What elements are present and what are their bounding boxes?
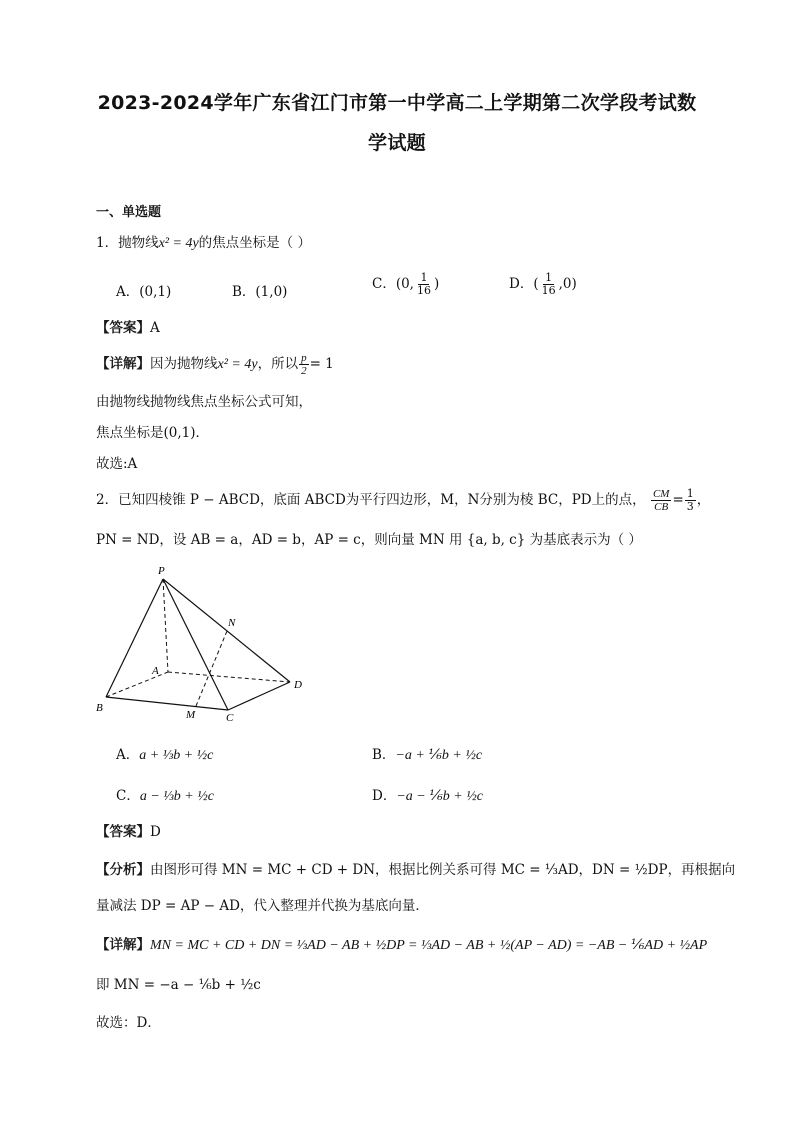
q2-ratio-value: $\frac{1}{3}$	[686, 487, 694, 513]
q2-stem-line2: PN = ND，设 AB = a，AD = b，AP = c，则向量 MN 用 {a, b, c} 为基底表示为（ ）	[96, 532, 642, 548]
q1-answer	[96, 318, 160, 338]
q1-answer-tag: 【答案】	[96, 320, 150, 336]
q2-stem-text1: 2．已知四棱锥 P − ABCD，底面 ABCD为平行四边形，M，N分别为棱 BC，PD上的点，	[96, 492, 646, 508]
q2-option-b-text: −a + ⅙b + ½c	[395, 748, 483, 763]
q2-detail-tag: 【详解】	[96, 937, 150, 953]
q1-detail-suffix: = 1	[309, 356, 334, 372]
q1-option-c	[372, 272, 439, 297]
q1-option-c-suffix: )	[433, 276, 440, 292]
q1-option-d-suffix: ,0)	[558, 276, 577, 292]
section-heading: 一、单选题	[96, 205, 162, 220]
q2-conclusion: 故选：D．	[96, 1015, 161, 1031]
label-a: A	[152, 665, 159, 677]
q1-option-d	[509, 272, 577, 297]
q1-option-d-prefix: D．(	[509, 276, 539, 292]
q2-option-c-text: a − ⅓b + ½c	[139, 789, 214, 804]
q2-option-b	[372, 743, 482, 764]
q2-analysis-line2: 量减法 DP = AP − AD，代入整理并代换为基底向量．	[96, 898, 429, 914]
q2-detail-line2: 即 MN = −a − ⅙b + ½c	[96, 977, 261, 993]
q2-option-d-text: −a − ⅙b + ½c	[396, 789, 483, 804]
label-n: N	[228, 617, 236, 629]
q1-detail-prefix: 因为抛物线	[150, 356, 218, 372]
q2-detail-line1: MN = MC + CD + DN = ⅓AD − AB + ½DP = ⅓AD − AB + ½(AP − AD) = −AB − ⅙AD + ½AP	[150, 938, 708, 953]
q1-conclusion: 故选:A	[96, 456, 138, 472]
label-d: D	[294, 679, 302, 691]
page-title-line1: 2023-2024学年广东省江门市第一中学高二上学期第二次学段考试数	[97, 92, 697, 114]
q1-detail-line3: 焦点坐标是(0,1)．	[96, 425, 210, 441]
q2-option-a-text: a + ⅓b + ½c	[139, 748, 214, 763]
q1-option-c-prefix: C．(0,	[372, 276, 414, 292]
page-title-line2: 学试题	[368, 132, 426, 154]
q2-option-d-label: D．	[372, 788, 397, 804]
q1-stem-prefix: 1．抛物线	[96, 235, 159, 251]
q2-ratio-equals: =	[672, 492, 684, 508]
q2-answer-value: D	[150, 824, 161, 840]
edge-cd	[228, 682, 290, 710]
segment-mn	[196, 631, 227, 706]
q1-detail-math: x² = 4y	[217, 357, 258, 372]
q1-stem-suffix: 的焦点坐标是（ ）	[198, 235, 311, 251]
q2-stem-line1: 2．已知四棱锥 P − ABCD，底面 ABCD为平行四边形，M，N分别为棱 BC，PD上的点， $\frac{CM}{CB}$ = $\frac{1}{3}$ ，	[96, 487, 711, 513]
q1-option-d-fraction: $\frac{1}{16}$	[541, 271, 556, 297]
q2-ratio-fraction: $\frac{CM}{CB}$	[652, 488, 670, 513]
q1-detail	[96, 352, 334, 377]
q2-answer-tag: 【答案】	[96, 824, 150, 840]
q2-option-a-label: A．	[116, 747, 140, 763]
q1-option-b: B．(1,0)	[232, 284, 288, 300]
q2-analysis-line1: 由图形可得 MN = MC + CD + DN，根据比例关系可得 MC = ⅓AD，DN = ½DP，再根据向	[150, 862, 736, 878]
edge-ad	[168, 672, 290, 682]
label-c: C	[226, 712, 234, 724]
q2-analysis-tag: 【分析】	[96, 862, 150, 878]
q1-stem	[96, 233, 311, 254]
q1-detail-line2: 由抛物线抛物线焦点坐标公式可知，	[96, 394, 312, 410]
edge-pb	[106, 579, 163, 697]
edge-pd	[163, 579, 290, 682]
q1-option-c-fraction: $\frac{1}{16}$	[416, 271, 431, 297]
edge-pc	[163, 579, 228, 710]
q2-option-d	[372, 784, 483, 805]
q1-option-a: A．(0,1)	[116, 284, 172, 300]
label-p: P	[158, 565, 165, 577]
q2-detail	[96, 935, 707, 956]
q2-analysis	[96, 860, 735, 880]
q1-detail-tag: 【详解】	[96, 356, 150, 372]
q2-option-a	[116, 743, 213, 764]
q2-answer	[96, 822, 161, 842]
label-b: B	[96, 702, 103, 714]
q2-option-c	[116, 784, 214, 805]
q2-option-c-label: C．	[116, 788, 140, 804]
label-m: M	[186, 709, 196, 721]
q1-stem-math: x² = 4y	[158, 236, 199, 251]
q1-detail-fraction: $\frac{p}{2}$	[301, 352, 307, 377]
q1-detail-mid: ，所以	[257, 356, 299, 372]
q2-option-b-label: B．	[372, 747, 396, 763]
edge-pa	[163, 579, 168, 672]
pyramid-figure	[90, 560, 320, 730]
edge-bc	[106, 697, 228, 710]
q1-answer-value: A	[150, 320, 160, 336]
